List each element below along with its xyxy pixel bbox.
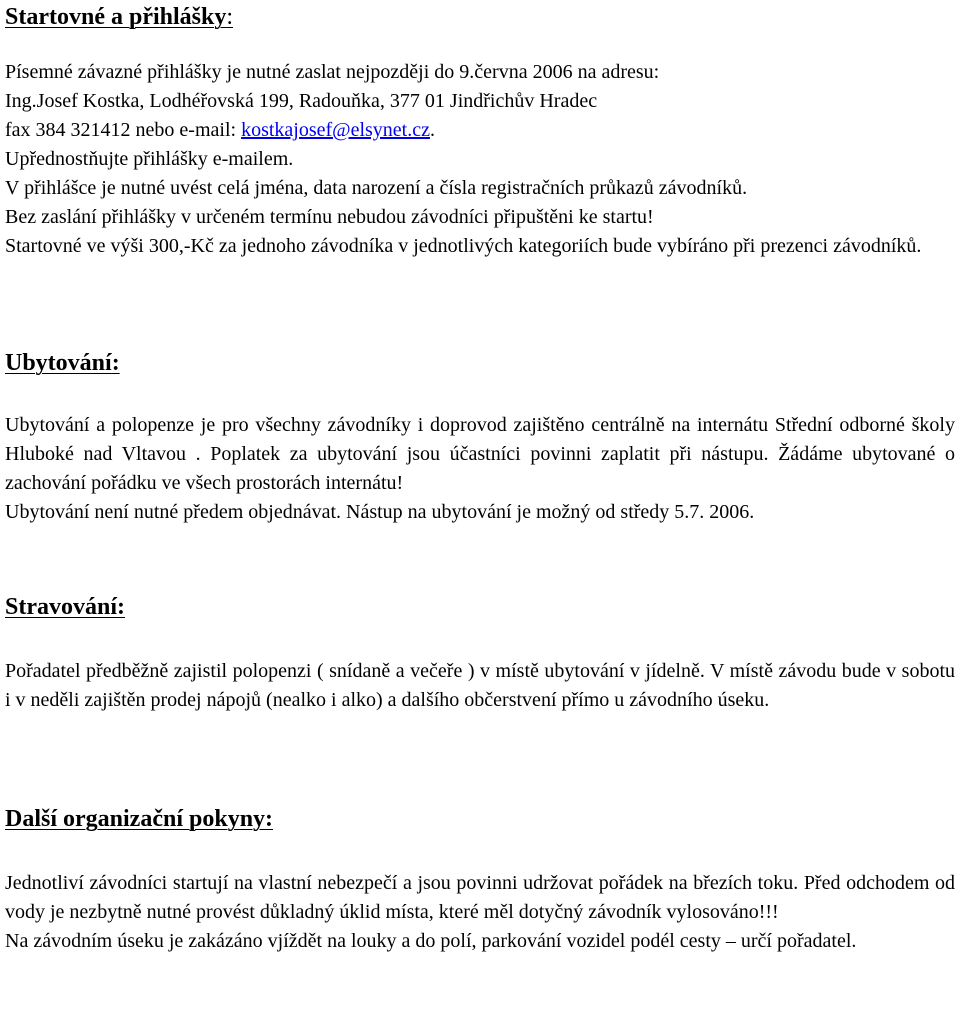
- email-link[interactable]: kostkajosef@elsynet.cz: [241, 119, 430, 141]
- section-heading-dalsi-pokyny: [5, 804, 273, 834]
- deadline-line: Písemné závazné přihlášky je nutné zaslat nejpozději do 9.června 2006 na adresu:: [5, 61, 660, 83]
- heading-text-startovne: Startovné a přihlášky: [5, 4, 227, 30]
- accommodation-text: Ubytování a polopenze je pro všechny závodníky i doprovod zajištěno centrálně na internátu Střední odborné školy Hluboké nad Vltavou . Poplatek za ubytování jsou účastníci povinni zaplatit při nástupu. Žádáme ubytované o zachování pořádku ve všech prostorách internátu!: [5, 414, 955, 494]
- contact-period: .: [429, 119, 435, 141]
- section-heading-ubytovani: [5, 348, 120, 378]
- ubytovani-paragraph: [5, 411, 955, 527]
- heading-text-stravovani: Stravování: [5, 594, 118, 620]
- deadline-warning-line: Bez zaslání přihlášky v určeném termínu nebudou závodníci připuštěni ke startu!: [5, 206, 654, 228]
- heading-text-ubytovani: Ubytování: [5, 350, 112, 376]
- stravovani-paragraph: [5, 657, 955, 715]
- heading-colon: :: [265, 806, 274, 832]
- accommodation-arrival-text: Ubytování není nutné předem objednávat. Nástup na ubytování je možný od středy 5.7. 2006.: [5, 501, 755, 523]
- email-preference-line: Upřednostňujte přihlášky e-mailem.: [5, 148, 294, 170]
- parking-text: Na závodním úseku je zakázáno vjíždět na louky a do polí, parkování vozidel podél cesty – určí pořadatel.: [5, 930, 857, 952]
- heading-colon: :: [117, 594, 126, 620]
- heading-colon: :: [111, 350, 120, 376]
- address-line: Ing.Josef Kostka, Lodhéřovská 199, Radouňka, 377 01 Jindřichův Hradec: [5, 90, 598, 112]
- section-heading-startovne: [5, 2, 233, 32]
- registration-requirements-line: V přihlášce je nutné uvést celá jména, data narození a čísla registračních průkazů závodníků.: [5, 177, 748, 199]
- safety-text: Jednotliví závodníci startují na vlastní nebezpečí a jsou povinni udržovat pořádek na březích toku. Před odchodem od vody je nezbytně nutné provést důkladný úklid místa, které měl dotyčný závodník vylosováno!!!: [5, 872, 955, 923]
- startovne-paragraph: [5, 58, 955, 261]
- contact-line: [5, 116, 955, 145]
- heading-colon: :: [226, 4, 234, 30]
- fax-text: fax 384 321412 nebo e-mail:: [5, 119, 242, 141]
- section-heading-stravovani: [5, 592, 125, 622]
- catering-text: Pořadatel předběžně zajistil polopenzi ( snídaně a večeře ) v místě ubytování v jídelně. V místě závodu bude v sobotu i v neděli zajištěn prodej nápojů (nealko i alko) a dalšího občerstvení přímo u závodního úseku.: [5, 660, 955, 711]
- heading-text-dalsi-pokyny: Další organizační pokyny: [5, 806, 266, 832]
- dalsi-pokyny-paragraph: [5, 869, 955, 956]
- fee-text: Startovné ve výši 300,-Kč za jednoho závodníka v jednotlivých kategoriích bude vybíráno při prezenci závodníků.: [5, 235, 922, 257]
